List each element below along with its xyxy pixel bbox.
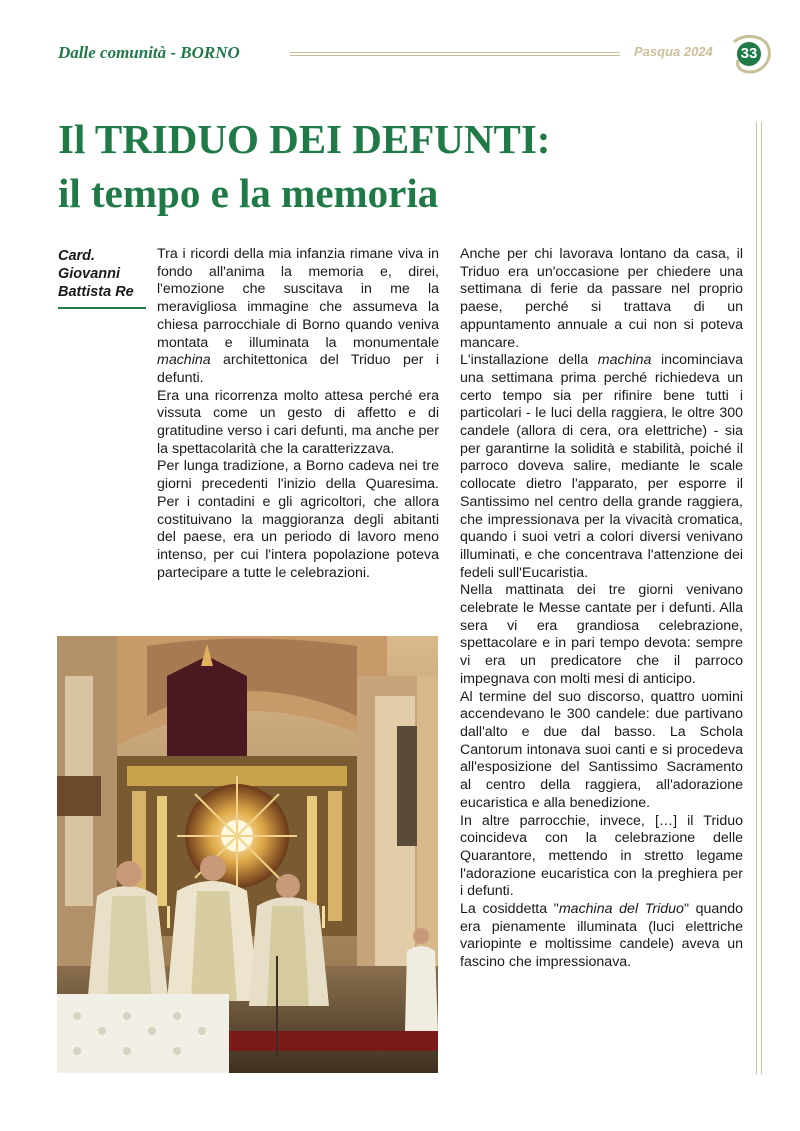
column-left	[157, 246, 439, 582]
column-right	[460, 246, 743, 972]
author-line-2: Giovanni	[58, 266, 121, 282]
paragraph	[460, 901, 743, 972]
paragraph: In altre parrocchie, invece, […] il Triduo coincideva con la celebrazione delle Quarantore, mettendo in stretto legame l'adorazione eucaristica con la preghiera per i defunti.	[460, 812, 743, 900]
text-run: incominciava una settimana prima perché richiedeva un certo tempo sia per rifinire bene tutti i particolari - le luci della raggiera, le oltre 300 candele (allora di cera, ora elettriche) - sia per garantirne la solidità e stabilità, poiché il parroco doveva salire, mediante le scale collocate dietro l'apparato, per esporre il Santissimo nel centro della grande raggiera, che impressionava per la vivacità cromatica, quando i suoi vetri a colori diversi venivano illuminati, e che concentrava l'attenzione dei fedeli sull'Eucaristia.	[460, 352, 743, 581]
header-rule	[290, 52, 620, 56]
text-run: La cosiddetta "	[460, 901, 559, 918]
author-line-1: Card.	[58, 248, 96, 264]
paragraph	[157, 246, 439, 388]
paragraph: Anche per chi lavorava lontano da casa, il Triduo era un'occasione per chiedere una settimana di ferie da passare nel proprio paese, perché si trattava di un appuntamento annuale a cui non si poteva mancare.	[460, 246, 743, 351]
photo-illustration	[57, 636, 438, 1073]
article-title	[58, 112, 738, 220]
italic-term: machina del Triduo	[558, 901, 684, 918]
title-line-2: il tempo e la memoria	[58, 170, 439, 216]
paragraph: Era una ricorrenza molto attesa perché era vissuta come un gesto di affetto e di gratitudine verso i cari defunti, ma anche per la spettacolarità che la caratterizzava.	[157, 387, 439, 457]
text-run: Tra i ricordi della mia infanzia rimane viva in fondo all'anima la memoria e, direi, l'emozione che suscitava in me la meravigliosa immagine che assumeva la chiesa parrocchiale di Borno quando veniva montata e illuminata la monumentale	[157, 246, 439, 351]
page-number: 33	[737, 42, 761, 66]
author-byline	[58, 247, 148, 301]
italic-term: machina	[597, 352, 652, 369]
paragraph: Nella mattinata dei tre giorni venivano celebrate le Messe cantate per i defunti. Alla sera vi era grandiosa celebrazione, spettacolare e in pari tempo devota: sempre vi era un predicatore che il parroco impegnava con molti mesi di anticipo.	[460, 582, 743, 687]
side-rule	[756, 122, 762, 1074]
paragraph: Al termine del suo discorso, quattro uomini accendevano le 300 candele: due partivano dall'alto e due dal basso. La Schola Cantorum intonava suoi canti e si procedeva all'esposizione del Santissimo Sacramento al centro della raggiera, all'adorazione eucaristica e alla benedizione.	[460, 688, 743, 811]
header-section-title: Dalle comunità - BORNO	[58, 43, 240, 62]
paragraph: Per lunga tradizione, a Borno cadeva nei tre giorni precedenti l'inizio della Quaresima. Per i contadini e gli agricoltori, che allora costituivano la maggioranza degli abitanti del paese, era un periodo di lavoro meno intenso, per cui l'intera popolazione poteva partecipare a tutte le celebrazioni.	[157, 458, 439, 581]
italic-term: machina	[157, 352, 211, 369]
church-altar-photo	[57, 636, 438, 1073]
text-run: L'installazione della	[460, 352, 598, 369]
text-run: architettonica del Triduo per i defunti.	[157, 352, 439, 386]
title-line-1: Il TRIDUO DEI DEFUNTI:	[58, 116, 551, 162]
paragraph	[460, 352, 743, 582]
author-line-3: Battista Re	[58, 284, 134, 300]
text-run: " quando era pienamente illuminata (luci elettriche variopinte e moltissime candele) aveva un fascino che impressionava.	[460, 901, 743, 971]
header-edition: Pasqua 2024	[634, 44, 713, 59]
author-rule	[58, 307, 146, 309]
